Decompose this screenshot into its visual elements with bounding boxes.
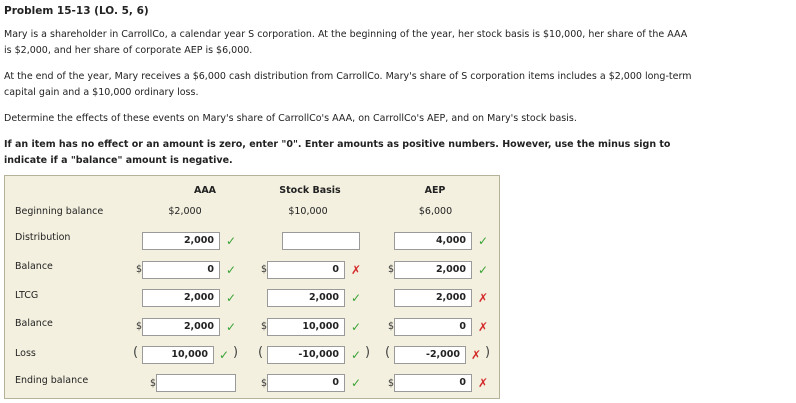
basis-beginning-value: $10,000	[288, 206, 328, 217]
basis-balance-2-input[interactable]: 10,000	[267, 318, 345, 336]
check-icon: ✓	[219, 348, 230, 362]
basis-balance-input[interactable]: 0	[267, 261, 345, 279]
dollar-sign: $	[388, 264, 395, 275]
dollar-sign: $	[261, 378, 268, 389]
aep-distribution-input[interactable]: 4,000	[394, 232, 472, 250]
basis-ltcg-input[interactable]: 2,000	[267, 289, 345, 307]
cross-icon: ✗	[471, 348, 482, 362]
dollar-sign: $	[136, 321, 143, 332]
dollar-sign: $	[136, 264, 143, 275]
check-icon: ✓	[478, 263, 489, 277]
cross-icon: ✗	[478, 291, 489, 305]
check-icon: ✓	[226, 291, 237, 305]
cross-icon: ✗	[351, 263, 362, 277]
problem-paragraph-2: At the end of the year, Mary receives a $6,000 cash distribution from CarrollCo. Mary's share of S corporation items includes a $2,000 long-term capital gain and a $10,000 ordinary loss.	[4, 71, 692, 98]
paren-close: )	[365, 345, 371, 360]
dollar-sign: $	[388, 321, 395, 332]
row-label-ending-balance: Ending balance	[15, 375, 89, 386]
paren-open: (	[133, 345, 139, 360]
check-icon: ✓	[351, 320, 362, 334]
aep-balance-2-input[interactable]: 0	[394, 318, 472, 336]
aaa-distribution-input[interactable]: 2,000	[142, 232, 220, 250]
column-header-aep: AEP	[424, 185, 446, 196]
aep-loss-input[interactable]: -2,000	[394, 346, 466, 364]
row-label-beginning-balance: Beginning balance	[15, 206, 104, 217]
aep-beginning-value: $6,000	[418, 206, 453, 217]
cross-icon: ✗	[478, 320, 489, 334]
dollar-sign: $	[261, 264, 268, 275]
paren-open: (	[258, 345, 264, 360]
dollar-sign: $	[150, 378, 157, 389]
paren-close: )	[233, 345, 239, 360]
basis-loss-input[interactable]: -10,000	[267, 346, 345, 364]
problem-paragraph-3: Determine the effects of these events on Mary's share of CarrollCo's AAA, on CarrollCo's AEP, and on Mary's stock basis.	[4, 113, 577, 124]
row-label-balance-2: Balance	[15, 318, 53, 329]
check-icon: ✓	[351, 376, 362, 390]
aaa-beginning-value: $2,000	[168, 206, 202, 217]
basis-distribution-input[interactable]	[282, 232, 360, 250]
dollar-sign: $	[261, 321, 268, 332]
problem-title: Problem 15-13 (LO. 5, 6)	[4, 5, 149, 17]
check-icon: ✓	[226, 263, 237, 277]
check-icon: ✓	[351, 348, 362, 362]
cross-icon: ✗	[478, 376, 489, 390]
check-icon: ✓	[351, 291, 362, 305]
aaa-ltcg-input[interactable]: 2,000	[142, 289, 220, 307]
answer-panel	[4, 175, 500, 399]
problem-paragraph-1: Mary is a shareholder in CarrollCo, a calendar year S corporation. At the beginning of the year, her stock basis is $10,000, her share of the AAA is $2,000, and her share of corporate AEP is $6,000.	[4, 29, 688, 56]
aaa-balance-2-input[interactable]: 2,000	[142, 318, 220, 336]
paren-close: )	[485, 345, 491, 360]
row-label-loss: Loss	[15, 348, 36, 359]
row-label-balance: Balance	[15, 261, 53, 272]
instruction-text: If an item has no effect or an amount is zero, enter "0". Enter amounts as positive numbers. However, use the minus sign to indicate if a "balance" amount is negative.	[4, 139, 671, 166]
column-header-stock-basis: Stock Basis	[279, 185, 341, 196]
check-icon: ✓	[226, 320, 237, 334]
column-header-aaa: AAA	[193, 185, 217, 196]
aep-balance-input[interactable]: 2,000	[394, 261, 472, 279]
aaa-ending-input[interactable]	[156, 374, 236, 392]
row-label-distribution: Distribution	[15, 232, 71, 243]
aep-ending-input[interactable]: 0	[394, 374, 472, 392]
check-icon: ✓	[226, 234, 237, 248]
aep-ltcg-input[interactable]: 2,000	[394, 289, 472, 307]
paren-open: (	[385, 345, 391, 360]
aaa-balance-input[interactable]: 0	[142, 261, 220, 279]
aaa-loss-input[interactable]: 10,000	[142, 346, 214, 364]
row-label-ltcg: LTCG	[15, 290, 39, 301]
dollar-sign: $	[388, 378, 395, 389]
basis-ending-input[interactable]: 0	[267, 374, 345, 392]
check-icon: ✓	[478, 234, 489, 248]
